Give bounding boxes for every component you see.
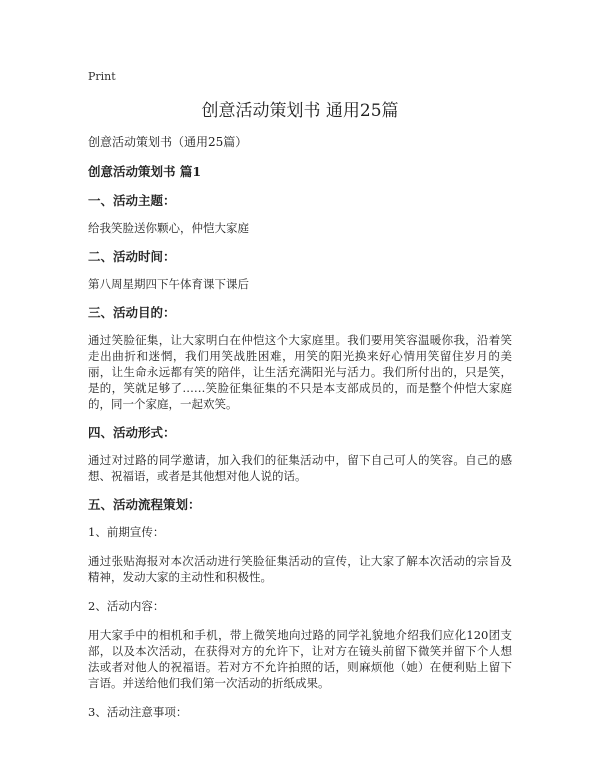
paragraph-activity-form: 通过对过路的同学邀请，加入我们的征集活动中，留下自己可人的笑容。自己的感想、祝福语，或者是其他想对他人说的话。 xyxy=(88,453,512,483)
heading-activity-process: 五、活动流程策划： xyxy=(88,497,201,512)
print-link[interactable]: Print xyxy=(88,70,116,83)
document-title: 创意活动策划书 通用25篇 xyxy=(201,101,399,121)
paragraph-activity-time: 第八周星期四下午体育课下课后 xyxy=(88,277,249,291)
document-subtitle: 创意活动策划书（通用25篇） xyxy=(88,135,248,149)
heading-activity-form: 四、活动形式： xyxy=(88,425,176,440)
paragraph-content: 用大家手中的相机和手机，带上微笑地向过路的同学礼貌地介绍我们应化120团支部，以及本次活动，在获得对方的允许下，让对方在镜头前留下微笑并留下个人想法或者对他人的祝福语。若对方不允许拍照的话，则麻烦他（她）在便利贴上留下言语。并送给他们我们第一次活动的折纸成果。 xyxy=(88,628,512,690)
heading-activity-purpose: 三、活动目的： xyxy=(88,305,176,320)
subheading-notes: 3、活动注意事项： xyxy=(88,705,188,719)
section-title: 创意活动策划书 篇1 xyxy=(88,164,202,179)
heading-activity-theme: 一、活动主题： xyxy=(88,193,176,208)
heading-activity-time: 二、活动时间： xyxy=(88,249,176,264)
paragraph-activity-purpose: 通过笑脸征集，让大家明白在仲恺这个大家庭里。我们要用笑容温暖你我，沿着笑走出曲折和迷惘，我们用笑战胜困难，用笑的阳光换来好心情用笑留住岁月的美丽，让生命永远都有笑的陪伴，让生活充满阳光与活力。我们所付出的，只是笑，是的，笑就足够了……笑脸征集征集的不只是本支部成员的，而是整个仲恺大家庭的，同一个家庭，一起欢笑。 xyxy=(88,333,512,411)
subheading-content: 2、活动内容： xyxy=(88,599,165,613)
paragraph-activity-theme: 给我笑脸送你颗心，仲恺大家庭 xyxy=(88,221,249,235)
paragraph-publicity: 通过张贴海报对本次活动进行笑脸征集活动的宣传，让大家了解本次活动的宗旨及精神，发动大家的主动性和积极性。 xyxy=(88,554,512,584)
subheading-publicity: 1、前期宣传： xyxy=(88,525,165,539)
